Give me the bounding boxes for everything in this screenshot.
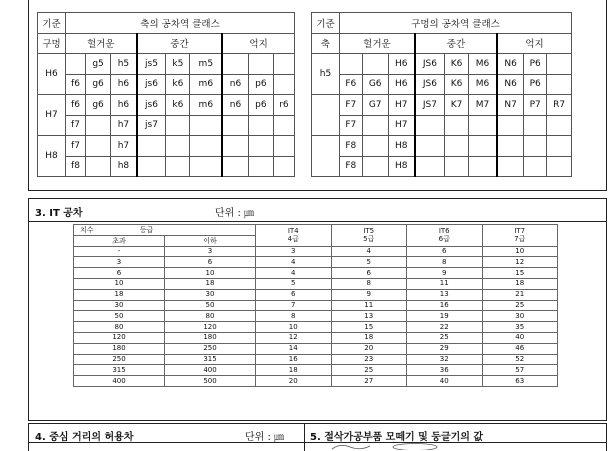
fit-cell: n6	[222, 74, 248, 95]
it-cell: 25	[482, 300, 558, 311]
table-row	[74, 343, 558, 354]
table-row	[74, 278, 558, 289]
it-cell: 3	[165, 246, 256, 257]
fit-cell: f7	[66, 115, 86, 136]
it-cell: 9	[331, 289, 407, 300]
col-header-2: IT6 6급	[407, 225, 483, 247]
fit-cell: h8	[111, 156, 137, 177]
fit-cell	[547, 115, 572, 136]
it-cell: 40	[482, 332, 558, 343]
fit-cell	[444, 136, 468, 157]
fit-cell	[137, 156, 166, 177]
col-header-3: IT7 7급	[482, 225, 558, 247]
it-cell: 40	[407, 376, 483, 387]
table-row	[312, 54, 572, 75]
fit-cell	[273, 115, 294, 136]
fit-cell	[547, 54, 572, 75]
fit-cell	[85, 115, 110, 136]
group-loose: 헐거운	[66, 33, 137, 54]
fit-cell	[248, 156, 273, 177]
it-cell: 120	[74, 332, 165, 343]
fit-cell: f6	[66, 74, 86, 95]
it-cell: 4	[256, 268, 332, 279]
fit-cell: h7	[111, 115, 137, 136]
it-cell: 80	[165, 311, 256, 322]
it-cell: 19	[407, 311, 483, 322]
fit-cell: h6	[111, 74, 137, 95]
it-section-title: 3. IT 공차	[35, 208, 83, 219]
table-row	[38, 156, 295, 177]
it-cell: 11	[407, 278, 483, 289]
fit-cell	[190, 115, 222, 136]
fit-cell	[524, 156, 547, 177]
it-cell: 16	[407, 300, 483, 311]
size-grade-header	[74, 225, 256, 236]
fit-cell: F8	[340, 156, 363, 177]
section4-unit: 단위 : ㎛	[245, 432, 285, 443]
it-cell: 15	[482, 268, 558, 279]
it-cell: 35	[482, 322, 558, 333]
table-row	[74, 322, 558, 333]
it-cell: 10	[256, 322, 332, 333]
fit-cell	[273, 74, 294, 95]
fit-cell: M6	[469, 54, 498, 75]
fit-cell: H7	[388, 115, 415, 136]
it-cell: 120	[165, 322, 256, 333]
fit-cell: js6	[137, 95, 166, 116]
table-row	[74, 246, 558, 257]
it-cell: 250	[165, 343, 256, 354]
fit-cell: f6	[66, 95, 86, 116]
it-cell: 6	[74, 268, 165, 279]
fit-cell: JS6	[415, 54, 445, 75]
fit-cell	[137, 136, 166, 157]
fit-cell	[166, 115, 190, 136]
it-cell: -	[74, 246, 165, 257]
fit-cell: h7	[111, 136, 137, 157]
fit-cell	[362, 156, 388, 177]
fit-cell	[85, 136, 110, 157]
it-cell: 315	[165, 354, 256, 365]
fit-cell: H8	[388, 136, 415, 157]
fit-cell: js7	[137, 115, 166, 136]
it-cell: 63	[482, 376, 558, 387]
it-cell: 4	[331, 246, 407, 257]
table-row	[74, 257, 558, 268]
fit-cell	[222, 54, 248, 75]
it-cell: 20	[331, 343, 407, 354]
it-cell: 18	[165, 278, 256, 289]
it-cell: 400	[74, 376, 165, 387]
it-cell: 9	[407, 268, 483, 279]
fit-cell	[222, 115, 248, 136]
fit-cell: m6	[190, 95, 222, 116]
fit-cell: N7	[497, 95, 524, 116]
section-divider	[304, 424, 305, 451]
it-cell: 11	[331, 300, 407, 311]
it-cell: 27	[331, 376, 407, 387]
fit-cell: k6	[166, 74, 190, 95]
fit-cell: p6	[248, 74, 273, 95]
col-header-0: IT4 4급	[256, 225, 332, 247]
it-cell: 8	[256, 311, 332, 322]
it-cell: 16	[256, 354, 332, 365]
it-cell: 52	[482, 354, 558, 365]
fit-cell	[66, 54, 86, 75]
it-tolerance-panel	[28, 198, 607, 421]
fit-cell: js6	[137, 74, 166, 95]
fit-cell: P6	[524, 54, 547, 75]
fit-cell: js5	[137, 54, 166, 75]
fit-cell	[166, 156, 190, 177]
fit-cell	[222, 136, 248, 157]
fit-cell	[524, 115, 547, 136]
fit-cell: N6	[497, 74, 524, 95]
it-cell: 5	[256, 278, 332, 289]
it-tolerance-table	[73, 224, 558, 387]
group-transition: 중간	[137, 33, 222, 54]
fit-cell: F8	[340, 136, 363, 157]
group-interference: 억지	[497, 33, 571, 54]
it-cell: 57	[482, 365, 558, 376]
it-cell: 36	[407, 365, 483, 376]
fit-cell: G7	[362, 95, 388, 116]
table-row	[74, 376, 558, 387]
fit-cell	[190, 156, 222, 177]
upto-header: 이하	[165, 235, 256, 246]
fit-cell: K6	[444, 74, 468, 95]
header-base-2: 축	[312, 33, 340, 54]
it-cell: 315	[74, 365, 165, 376]
table-row	[38, 115, 295, 136]
grade-label: 등급	[139, 225, 154, 234]
group-transition: 중간	[415, 33, 497, 54]
fit-cell: F6	[340, 74, 363, 95]
shaft-tolerance-table	[37, 12, 295, 177]
fit-cell: G6	[362, 74, 388, 95]
fit-cell: p6	[248, 95, 273, 116]
table-row	[74, 365, 558, 376]
it-cell: 21	[482, 289, 558, 300]
fit-cell	[248, 136, 273, 157]
table-row	[74, 268, 558, 279]
table-row	[74, 311, 558, 322]
header-base: 기준	[38, 13, 66, 34]
fit-cell	[248, 54, 273, 75]
fit-cell	[415, 136, 445, 157]
it-cell: 18	[74, 289, 165, 300]
fit-cell	[444, 115, 468, 136]
fit-cell: K7	[444, 95, 468, 116]
fit-cell: g5	[85, 54, 110, 75]
it-cell: 18	[482, 278, 558, 289]
it-cell: 10	[482, 246, 558, 257]
table-row	[312, 136, 572, 157]
it-cell: 46	[482, 343, 558, 354]
fit-cell: P6	[524, 74, 547, 95]
it-cell: 50	[165, 300, 256, 311]
it-cell: 6	[331, 268, 407, 279]
it-cell: 12	[256, 332, 332, 343]
it-cell: 29	[407, 343, 483, 354]
fit-cell: k5	[166, 54, 190, 75]
it-cell: 22	[407, 322, 483, 333]
group-interference: 억지	[222, 33, 294, 54]
fit-cell: M7	[469, 95, 498, 116]
table-row	[38, 74, 295, 95]
hole-tolerance-table	[311, 12, 572, 177]
fit-cell	[273, 136, 294, 157]
fit-cell	[547, 156, 572, 177]
fit-cell: H6	[388, 54, 415, 75]
fit-cell: k6	[166, 95, 190, 116]
fit-cell	[547, 136, 572, 157]
it-cell: 6	[165, 257, 256, 268]
fit-cell	[497, 136, 524, 157]
base-cell: H7	[38, 95, 66, 136]
fit-cell: H8	[388, 156, 415, 177]
table-row	[38, 95, 295, 116]
it-cell: 4	[256, 257, 332, 268]
fit-cell: JS6	[415, 74, 445, 95]
it-cell: 400	[165, 365, 256, 376]
fit-cell	[547, 74, 572, 95]
base-cell	[312, 136, 340, 177]
section4-title: 4. 중심 거리의 허용차	[35, 432, 134, 443]
fit-cell	[469, 136, 498, 157]
table-row	[38, 54, 295, 75]
it-section-header	[29, 199, 606, 222]
table-row	[312, 74, 572, 95]
it-cell: 18	[256, 365, 332, 376]
it-cell: 3	[74, 257, 165, 268]
fit-cell: h5	[111, 54, 137, 75]
fit-cell: JS7	[415, 95, 445, 116]
over-header: 초과	[74, 235, 165, 246]
fit-cell	[273, 156, 294, 177]
it-cell: 12	[482, 257, 558, 268]
fit-cell: m5	[190, 54, 222, 75]
it-cell: 10	[165, 268, 256, 279]
it-cell: 25	[331, 365, 407, 376]
it-cell: 3	[256, 246, 332, 257]
size-label: 치수	[80, 225, 94, 234]
it-cell: 10	[74, 278, 165, 289]
it-cell: 250	[74, 354, 165, 365]
table-title: 구멍의 공차역 클래스	[340, 13, 572, 34]
it-cell: 30	[482, 311, 558, 322]
fit-cell: N6	[497, 54, 524, 75]
it-cell: 180	[74, 343, 165, 354]
fit-cell: r6	[273, 95, 294, 116]
fit-cell: n6	[222, 95, 248, 116]
it-cell: 30	[74, 300, 165, 311]
table-row	[74, 354, 558, 365]
fit-cell	[248, 115, 273, 136]
fit-cell: R7	[547, 95, 572, 116]
fit-cell: M6	[469, 74, 498, 95]
table-row	[74, 289, 558, 300]
table-row	[38, 136, 295, 157]
fit-cell	[85, 156, 110, 177]
table-row	[312, 115, 572, 136]
fit-cell	[190, 136, 222, 157]
bottom-sections	[28, 423, 607, 451]
fit-cell: F7	[340, 95, 363, 116]
fit-cell	[415, 115, 445, 136]
table-row	[74, 300, 558, 311]
fit-cell: H6	[388, 74, 415, 95]
table-row	[312, 95, 572, 116]
bottom-header	[29, 424, 606, 443]
base-cell: H8	[38, 136, 66, 177]
fit-cell	[362, 54, 388, 75]
it-cell: 6	[256, 289, 332, 300]
it-cell: 7	[256, 300, 332, 311]
fit-cell: f7	[66, 136, 86, 157]
fit-cell	[166, 136, 190, 157]
it-cell: 8	[331, 278, 407, 289]
fit-cell	[222, 156, 248, 177]
it-cell: 80	[74, 322, 165, 333]
it-cell: 14	[256, 343, 332, 354]
it-cell: 23	[331, 354, 407, 365]
it-cell: 20	[256, 376, 332, 387]
base-cell: H6	[38, 54, 66, 95]
header-base-2: 구멍	[38, 33, 66, 54]
it-cell: 8	[407, 257, 483, 268]
group-loose: 헐거운	[340, 33, 415, 54]
fit-cell: g6	[85, 95, 110, 116]
it-cell: 13	[407, 289, 483, 300]
it-cell: 30	[165, 289, 256, 300]
col-header-1: IT5 5급	[331, 225, 407, 247]
fit-cell: K6	[444, 54, 468, 75]
it-cell: 25	[407, 332, 483, 343]
it-cell: 13	[331, 311, 407, 322]
it-unit-label: 단위 : ㎛	[215, 208, 255, 219]
fit-cell: h6	[111, 95, 137, 116]
it-cell: 32	[407, 354, 483, 365]
it-cell: 6	[407, 246, 483, 257]
base-cell: h5	[312, 54, 340, 95]
fit-cell	[524, 136, 547, 157]
fit-cell: F7	[340, 115, 363, 136]
it-cell: 15	[331, 322, 407, 333]
section5-title: 5. 절삭가공부품 모떼기 및 둥글기의 값	[310, 432, 484, 443]
table-row	[74, 332, 558, 343]
fit-cell: H7	[388, 95, 415, 116]
fit-cell: f8	[66, 156, 86, 177]
fit-cell: P7	[524, 95, 547, 116]
fit-cell	[444, 156, 468, 177]
fit-cell: g6	[85, 74, 110, 95]
fit-cell	[469, 156, 498, 177]
chamfer-sketch	[330, 441, 450, 450]
it-cell: 50	[74, 311, 165, 322]
base-cell	[312, 95, 340, 136]
it-cell: 18	[331, 332, 407, 343]
it-cell: 500	[165, 376, 256, 387]
header-base: 기준	[312, 13, 340, 34]
fit-cell	[497, 156, 524, 177]
it-cell: 5	[331, 257, 407, 268]
table-row	[312, 156, 572, 177]
fit-cell	[362, 136, 388, 157]
fit-cell: m6	[190, 74, 222, 95]
fit-cell	[362, 115, 388, 136]
fit-cell	[415, 156, 445, 177]
fit-cell	[340, 54, 363, 75]
table-title: 축의 공차역 클래스	[66, 13, 295, 34]
fit-cell	[497, 115, 524, 136]
it-cell: 180	[165, 332, 256, 343]
fit-cell	[273, 54, 294, 75]
fit-cell	[469, 115, 498, 136]
